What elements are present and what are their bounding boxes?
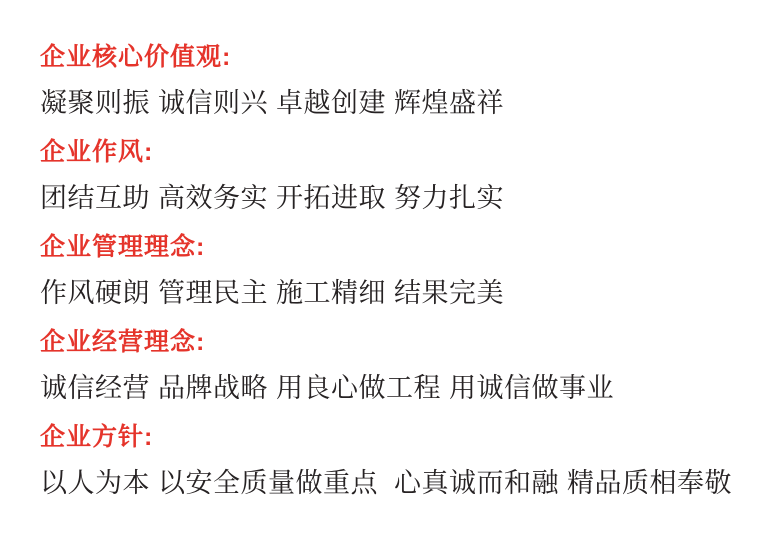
core-values-body: 凝聚则振 诚信则兴 卓越创建 辉煌盛祥 [40,88,505,118]
work-style-body: 团结互助 高效务实 开拓进取 努力扎实 [40,183,505,213]
section-business-philosophy [40,329,750,402]
core-values-heading: 企业核心价值观: [40,43,232,71]
section-core-values [40,44,750,117]
business-philosophy-body: 诚信经营 品牌战略 用良心做工程 用诚信做事业 [40,373,615,403]
work-style-heading: 企业作风: [40,138,154,166]
management-philosophy-body: 作风硬朗 管理民主 施工精细 结果完美 [40,278,505,308]
company-policy-heading: 企业方针: [40,423,154,451]
management-philosophy-heading: 企业管理理念: [40,233,206,261]
section-management-philosophy [40,234,750,307]
section-company-policy [40,424,750,497]
section-work-style [40,139,750,212]
business-philosophy-heading: 企业经营理念: [40,328,206,356]
company-policy-body: 以人为本 以安全质量做重点 心真诚而和融 精品质相奉敬 [40,468,733,498]
